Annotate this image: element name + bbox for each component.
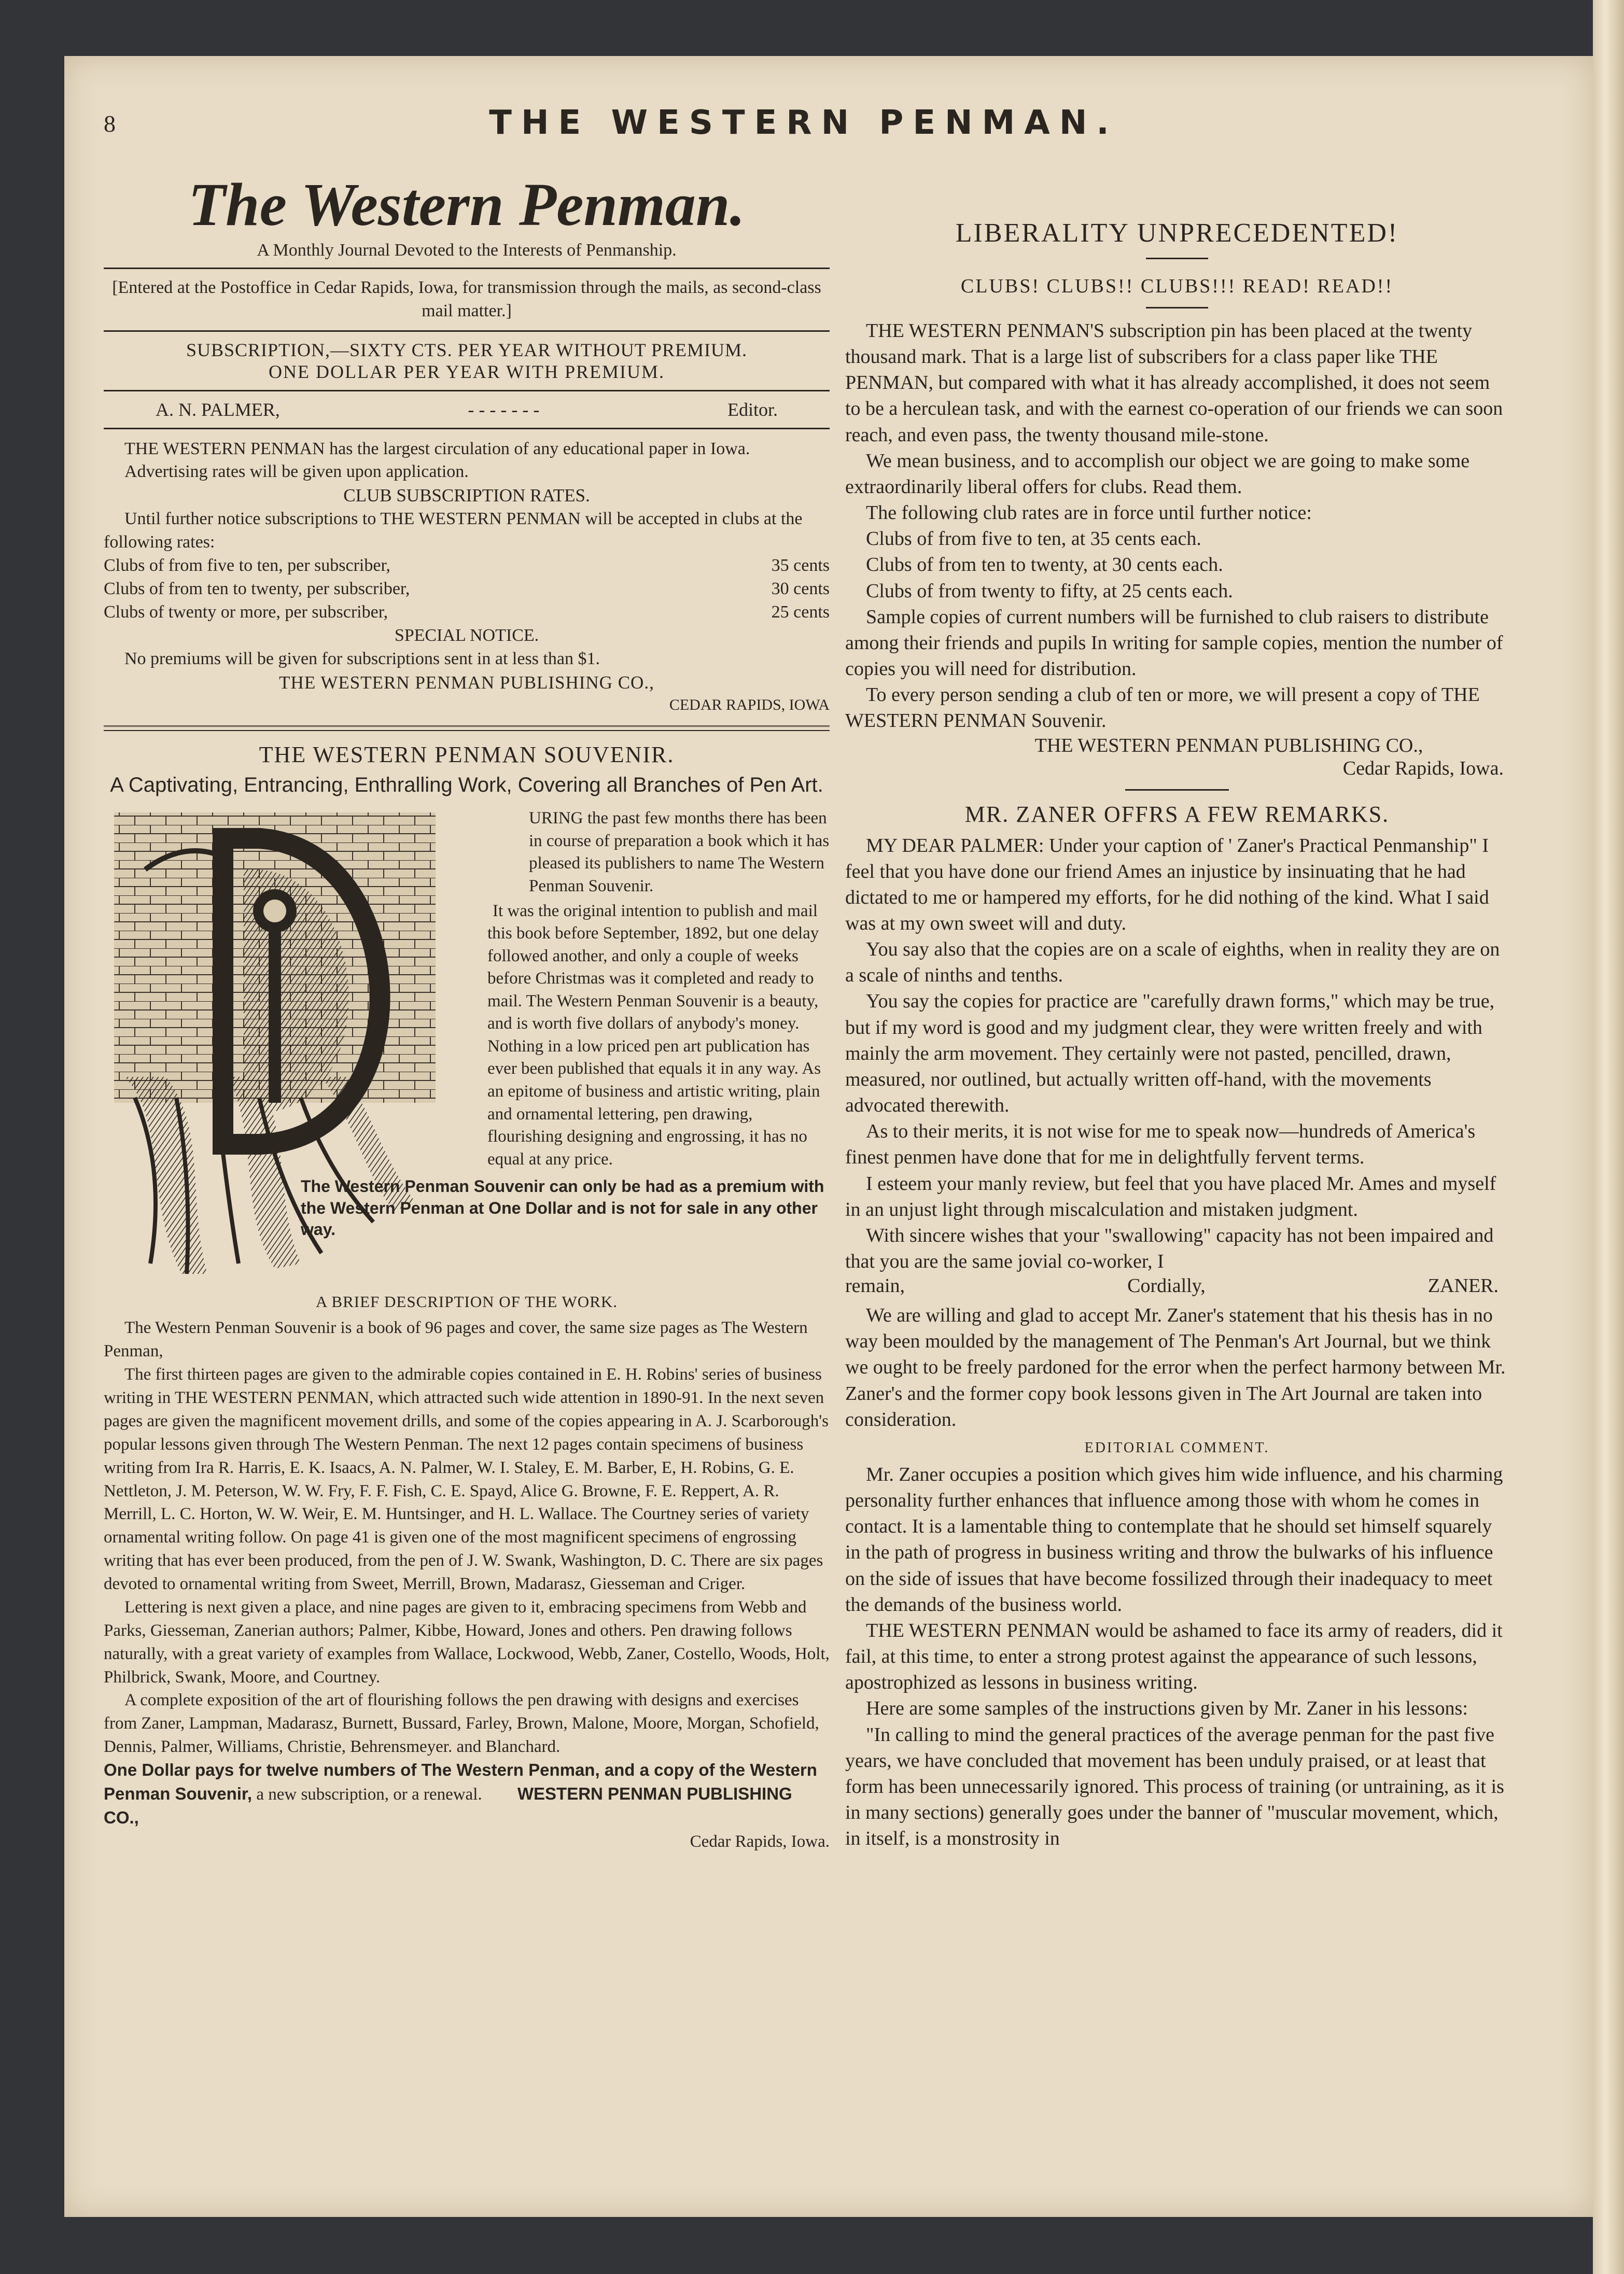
liberality-paragraph: We mean business, and to accomplish our object we are going to make some extraordinarily liberal offers for clubs. Read them. [845, 450, 1470, 498]
club-rate-price: 35 cents [771, 556, 830, 575]
left-column [104, 156, 830, 1854]
double-rule [104, 725, 830, 731]
running-title: THE WESTERN PENMAN. [489, 104, 1118, 142]
club-intro: Until further notice subscriptions to THE WESTERN PENMAN will be accepted in clubs at the following rates: [104, 509, 803, 552]
signoff-publisher: THE WESTERN PENMAN PUBLISHING CO., [1034, 734, 1423, 756]
description-paragraph: A complete exposition of the art of flourishing follows the pen drawing with designs and exercises from Zaner, Lampman, Madarasz, Burnett, Bussard, Farley, Brown, Malone, Moore, Morgan, Schofield, Dennis, Palmer, Williams, Christie, Behrensmeyer. and Blanchard. [104, 1691, 819, 1757]
club-rate-label: Clubs of from ten to twenty, per subscriber, [104, 579, 410, 599]
divider [104, 390, 830, 391]
closing-offer-plain: a new subscription, or a renewal. [256, 1785, 482, 1804]
cordially-text: Cordially, [1127, 1275, 1206, 1297]
closing-offer [104, 1759, 830, 1830]
club-rate-row [104, 554, 830, 578]
zaner-signature-row [845, 1274, 1509, 1297]
tagline: A Monthly Journal Devoted to the Interests of Penmanship. [257, 240, 677, 260]
souvenir-subtitle: A Captivating, Entrancing, Enthralling Work, Covering all Branches of Pen Art. [110, 774, 823, 797]
editor-dashes: - - - - - - - [468, 399, 540, 420]
subscription-line-2: ONE DOLLAR PER YEAR WITH PREMIUM. [269, 361, 665, 382]
souvenir-intro [104, 807, 830, 1284]
liberality-paragraph: THE WESTERN PENMAN'S subscription pin has been placed at the twenty thousand mark. That is a large list of subscribers for a class paper like THE PENMAN, but compared with what it has already accomplished, it does not seem to be a herculean task, and with the earnest co-operation of our friends we can soon reach, and even pass, the twenty thousand mile-stone. [845, 320, 1503, 446]
page-number: 8 [104, 110, 116, 137]
rate-line: Clubs of from twenty to fifty, at 25 cents each. [866, 580, 1233, 602]
club-rate-row [104, 601, 830, 624]
club-rate-price: 30 cents [771, 579, 830, 599]
subscription-line-1: SUBSCRIPTION,—SIXTY CTS. PER YEAR WITHOUT PREMIUM. [186, 339, 748, 360]
editor-line [104, 399, 830, 420]
short-rule [1125, 789, 1229, 791]
zaner-paragraph: You say also that the copies are on a scale of eighths, when in reality they are on a scale of ninths and tenths. [845, 938, 1500, 987]
zaner-paragraph: I esteem your manly review, but feel that you have placed Mr. Ames and myself in an unjust light through miscalculation and mistaken judgment. [845, 1172, 1496, 1220]
divider [104, 428, 830, 429]
zaner-paragraph: MY DEAR PALMER: Under your caption of ' Zaner's Practical Penmanship" I feel that you have done our friend Ames an injustice by insinuating that he had dictated to me or hampered my efforts, for he did nothing of the kind. What I said was at my own sweet will and duty. [845, 834, 1489, 934]
editor-label: Editor. [727, 399, 778, 420]
every-person-paragraph: To every person sending a club of ten or more, we will present a copy of THE WESTERN PENMAN Souvenir. [845, 684, 1480, 732]
closing-city: Cedar Rapids, Iowa. [690, 1832, 830, 1851]
adjacent-page-edge [1593, 0, 1624, 2274]
publisher-city: CEDAR RAPIDS, IOWA [669, 696, 830, 713]
zaner-paragraph: With sincere wishes that your "swallowing" capacity has not been impaired and that you are the same jovial co-worker, I [845, 1224, 1494, 1272]
zaner-paragraph: You say the copies for practice are "carefully drawn forms," which may be true, but if my word is good and my judgment clear, they were written freely and with mainly the arm movement. They certainly were not pasted, pencilled, drawn, measured, nor outlined, but actually written off-hand, with the movements advocated therewith. [845, 990, 1495, 1117]
zaner-paragraph: As to their merits, it is not wise for me to speak now—hundreds of America's finest penmen have done that for me in delightfully fervent terms. [845, 1120, 1476, 1169]
advertising-text: Advertising rates will be given upon application. [124, 462, 469, 482]
editorial-comment-heading: EDITORIAL COMMENT. [1084, 1439, 1270, 1456]
divider [104, 268, 830, 269]
club-rate-row [104, 578, 830, 601]
right-column [845, 156, 1509, 1851]
closing-publisher: WESTERN PENMAN PUBLISHING CO., [104, 1784, 792, 1827]
description-paragraph: Lettering is next given a place, and nine pages are given to it, embracing specimens from Webb and Parks, Giesseman, Zanerian authors; Palmer, Kibbe, Howard, Jones and others. Pen drawing follows naturally, with a great variety of examples from Wallace, Lockwood, Webb, Zaner, Costello, Woods, Holt, Philbrick, Swank, Moore, and Courtney. [104, 1597, 830, 1687]
page-header [104, 104, 1504, 150]
signoff-city: Cedar Rapids, Iowa. [1342, 757, 1504, 779]
rates-intro: The following club rates are in force until further notice: [866, 502, 1312, 524]
club-rate-label: Clubs of from five to ten, per subscriber, [104, 556, 390, 575]
club-rate-price: 25 cents [771, 602, 830, 622]
masthead: The Western Penman. [188, 171, 746, 238]
divider [104, 330, 830, 332]
rate-line: Clubs of from five to ten, at 35 cents each. [866, 528, 1201, 550]
editorial-paragraph: Here are some samples of the instructions given by Mr. Zaner in his lessons: [866, 1697, 1468, 1720]
liberality-headline: LIBERALITY UNPRECEDENTED! [955, 218, 1399, 248]
special-notice-heading: SPECIAL NOTICE. [394, 625, 539, 645]
no-premiums-text: No premiums will be given for subscriptions sent in at less than $1. [124, 649, 600, 668]
intention-paragraph: It was the original intention to publish and mail this book before September, 1892, but one delay followed another, and only a couple of weeks before Christmas was it completed and ready to mail. The Western Penman Souvenir is a beauty, and is worth five dollars of anybody's money. Nothing in a low priced pen art publication has ever been published that equals it in any way. As an epitome of business and artistic writing, plain and ornamental lettering, pen drawing, flourishing designing and engrossing, it has no equal at any price. [487, 901, 821, 1169]
editorial-paragraph: "In calling to mind the general practices of the average penman for the past five years, we have concluded that movement has been unduly praised, or at least that form has been unnecessarily ignored. This process of training (or untraining, as it is in many sections) generally goes under the banner of "muscular movement, which, in itself, is a monstrosity in [845, 1723, 1504, 1850]
zaner-signature: ZANER. [1427, 1275, 1499, 1297]
clubs-line: CLUBS! CLUBS!! CLUBS!!! READ! READ!! [960, 275, 1394, 297]
description-paragraph: The Western Penman Souvenir is a book of 96 pages and cover, the same size pages as The Western Penman, [104, 1318, 808, 1361]
publisher-name: THE WESTERN PENMAN PUBLISHING CO., [279, 672, 654, 693]
response-paragraph: We are willing and glad to accept Mr. Zaner's statement that his thesis has in no way been moulded by the management of The Penman's Art Journal, but we think we ought to be freely pardoned for the error when the perfect harmony between Mr. Zaner's and the former copy book lessons given in The Art Journal are taken into consideration. [845, 1304, 1506, 1430]
closing-offer-bold: One Dollar pays for twelve numbers of The Western Penman, and a copy of the Western Penman Souvenir, [104, 1760, 817, 1803]
brief-description-heading: A BRIEF DESCRIPTION OF THE WORK. [315, 1293, 618, 1311]
souvenir-premium-note: The Western Penman Souvenir can only be had as a premium with the Western Penman at One Dollar and is not for sale in any other way. [301, 1177, 824, 1239]
short-rule [1146, 258, 1208, 259]
description-paragraph: The first thirteen pages are given to the admirable copies contained in E. H. Robins' series of business writing in THE WESTERN PENMAN, which attracted such wide attention in 1890-91. In the next seven pages are given the magnificent movement drills, and some of the copies appearing in A. J. Scarborough's popular lessons given through The Western Penman. The next 12 pages contain specimens of business writing from Ira R. Harris, E. K. Isaacs, A. N. Palmer, W. I. Staley, E. M. Barber, E, H. Robins, G. E. Nettleton, J. M. Peterson, W. W. Fry, F. F. Fish, C. E. Spayd, Alice G. Browne, F. E. Reppert, A. R. Merrill, L. C. Horton, W. W. Weir, E. M. Huntsinger, and H. L. Wallace. The Courtney series of variety ornamental writing follow. On page 41 is given one of the most magnificent specimens of engrossing writing that has ever been produced, from the pen of J. W. Swank, Washington, D. C. There are six pages devoted to ornamental writing from Sweet, Merrill, Brown, Madarasz, Giesseman and Criger. [104, 1365, 829, 1594]
sample-copies-paragraph: Sample copies of current numbers will be furnished to club raisers to distribute among their friends and pupils In writing for sample copies, mention the number of copies you will need for distribution. [845, 606, 1503, 680]
editorial-paragraph: Mr. Zaner occupies a position which gives him wide influence, and his charming personality further enhances that influence among those with whom he comes in contact. It is a lamentable thing to contemplate that he should set himself squarely in the path of progress in business writing and throw the bulwarks of his influence on the side of issues that have become fossilized through their inadequacy to meet the demands of the business world. [845, 1463, 1503, 1616]
short-rule [1146, 307, 1208, 308]
rate-line: Clubs of from ten to twenty, at 30 cents each. [866, 554, 1223, 576]
editorial-paragraph: THE WESTERN PENMAN would be ashamed to face its army of readers, did it fail, at this time, to enter a strong protest against the appearance of such lessons, apostrophized as lessons in business writing. [845, 1619, 1503, 1694]
entered-notice: [Entered at the Postoffice in Cedar Rapids, Iowa, for transmission through the mails, as second-class mail matter.] [112, 277, 821, 320]
remain-text: remain, [845, 1275, 905, 1297]
club-rates-heading: CLUB SUBSCRIPTION RATES. [343, 485, 590, 506]
club-rate-label: Clubs of twenty or more, per subscriber, [104, 602, 388, 622]
dropcap-paragraph: URING the past few months there has been in course of preparation a book which it has pleased its publishers to name The Western Penman Souvenir. [529, 809, 830, 896]
editor-name: A. N. PALMER, [156, 399, 280, 420]
circulation-text: THE WESTERN PENMAN has the largest circulation of any educational paper in Iowa. [124, 439, 750, 458]
souvenir-title: THE WESTERN PENMAN SOUVENIR. [259, 742, 675, 768]
dropcap-text-block [104, 807, 830, 1241]
zaner-title: MR. ZANER OFFRS A FEW REMARKS. [964, 801, 1390, 827]
